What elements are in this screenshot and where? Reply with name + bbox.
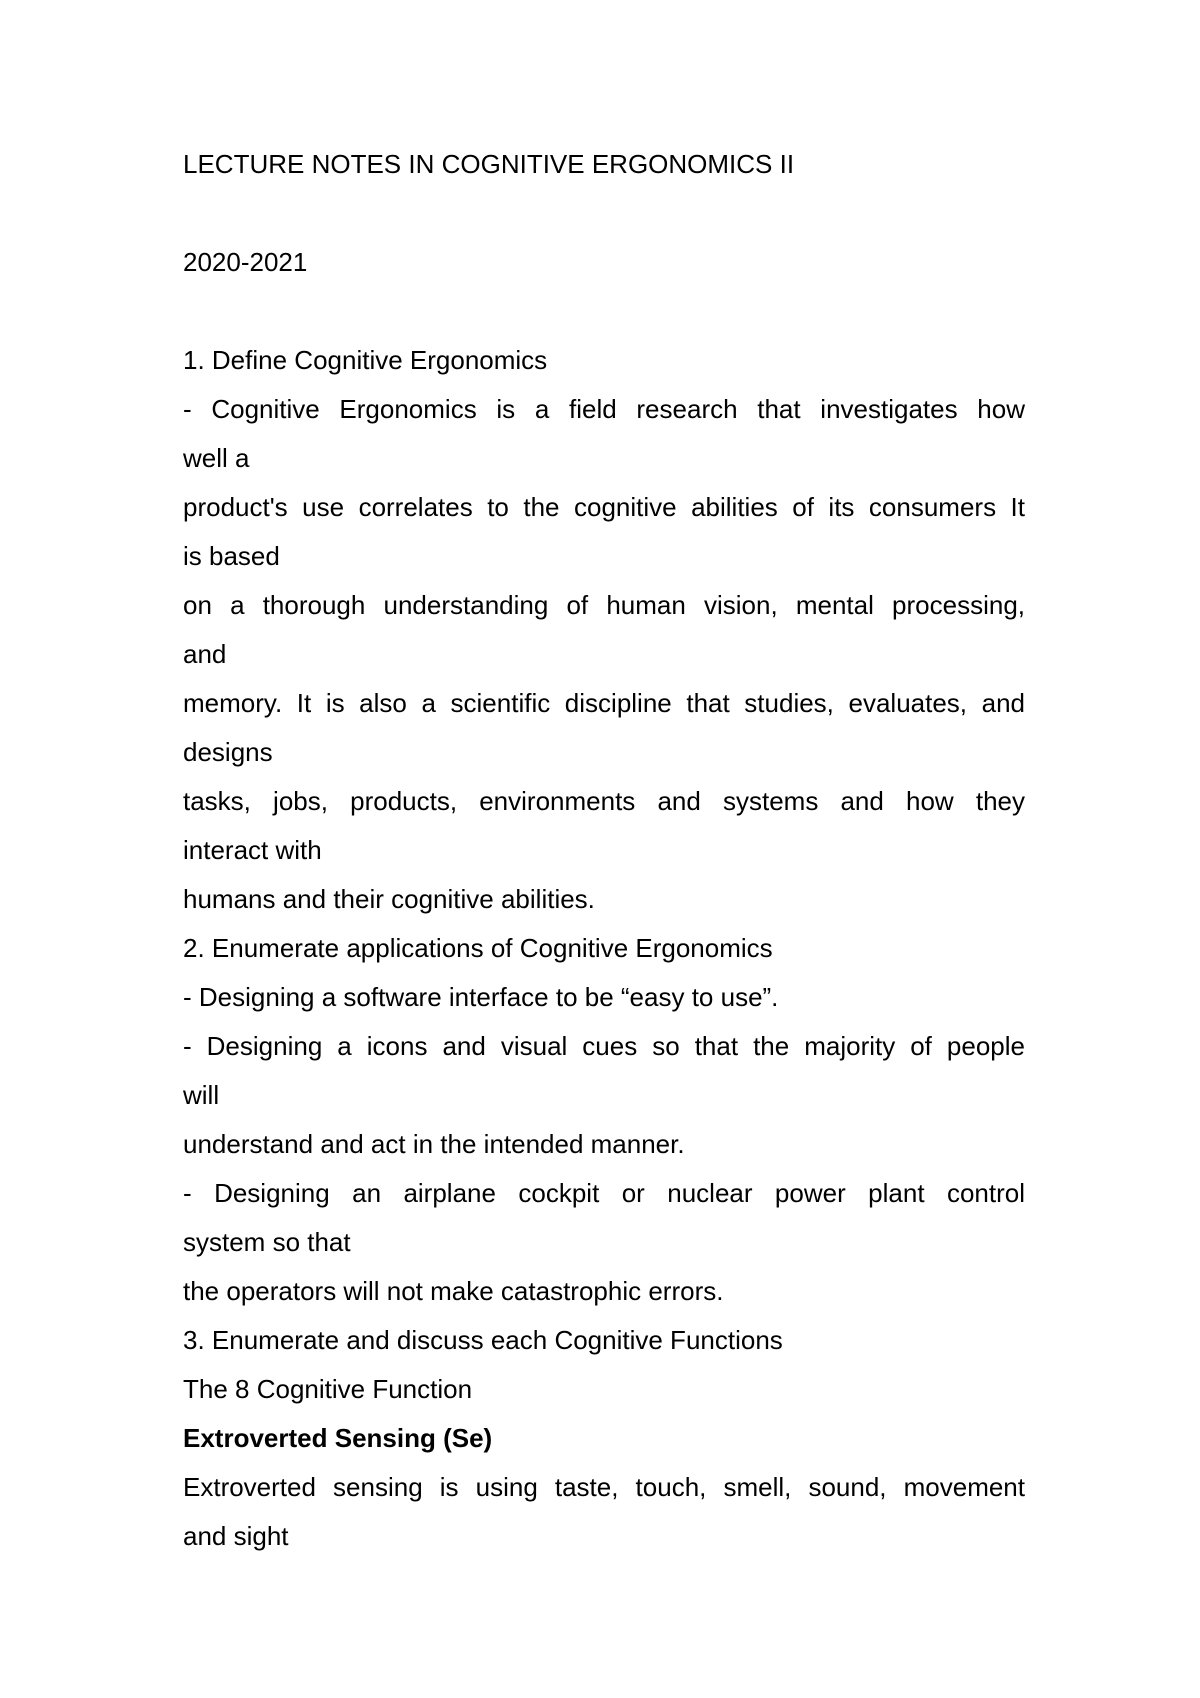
list-item: - Designing an airplane cockpit or nuclear power plant control: [183, 1178, 1025, 1208]
function-heading: Extroverted Sensing (Se): [183, 1423, 493, 1453]
document-body: [183, 336, 1025, 1561]
paragraph-line: humans and their cognitive abilities.: [183, 884, 595, 914]
document-year: 2020-2021: [183, 247, 308, 277]
question-1-heading: 1. Define Cognitive Ergonomics: [183, 345, 548, 375]
paragraph-line: will: [183, 1080, 220, 1110]
paragraph-line: product's use correlates to the cognitive abilities of its consumers It: [183, 492, 1025, 522]
section-subheading: The 8 Cognitive Function: [183, 1374, 473, 1404]
paragraph-line: and: [183, 639, 227, 669]
question-2-heading: 2. Enumerate applications of Cognitive Ergonomics: [183, 933, 773, 963]
document-title: LECTURE NOTES IN COGNITIVE ERGONOMICS II: [183, 149, 795, 179]
paragraph-line: interact with: [183, 835, 322, 865]
paragraph-line: - Cognitive Ergonomics is a field research that investigates how: [183, 394, 1025, 424]
paragraph-line: system so that: [183, 1227, 351, 1257]
paragraph-line: understand and act in the intended manner.: [183, 1129, 685, 1159]
list-item: - Designing a software interface to be “easy to use”.: [183, 982, 779, 1012]
list-item: - Designing a icons and visual cues so that the majority of people: [183, 1031, 1025, 1061]
paragraph-line: the operators will not make catastrophic errors.: [183, 1276, 724, 1306]
paragraph-line: memory. It is also a scientific discipline that studies, evaluates, and: [183, 688, 1025, 718]
paragraph-line: and sight: [183, 1521, 289, 1551]
question-3-heading: 3. Enumerate and discuss each Cognitive Functions: [183, 1325, 783, 1355]
document-title-block: [183, 140, 1025, 189]
paragraph-line: well a: [183, 443, 250, 473]
paragraph-line: is based: [183, 541, 280, 571]
paragraph-line: designs: [183, 737, 273, 767]
paragraph-line: on a thorough understanding of human vision, mental processing,: [183, 590, 1025, 620]
document-year-block: [183, 238, 1025, 287]
paragraph-line: Extroverted sensing is using taste, touch, smell, sound, movement: [183, 1472, 1025, 1502]
paragraph-line: tasks, jobs, products, environments and systems and how they: [183, 786, 1025, 816]
